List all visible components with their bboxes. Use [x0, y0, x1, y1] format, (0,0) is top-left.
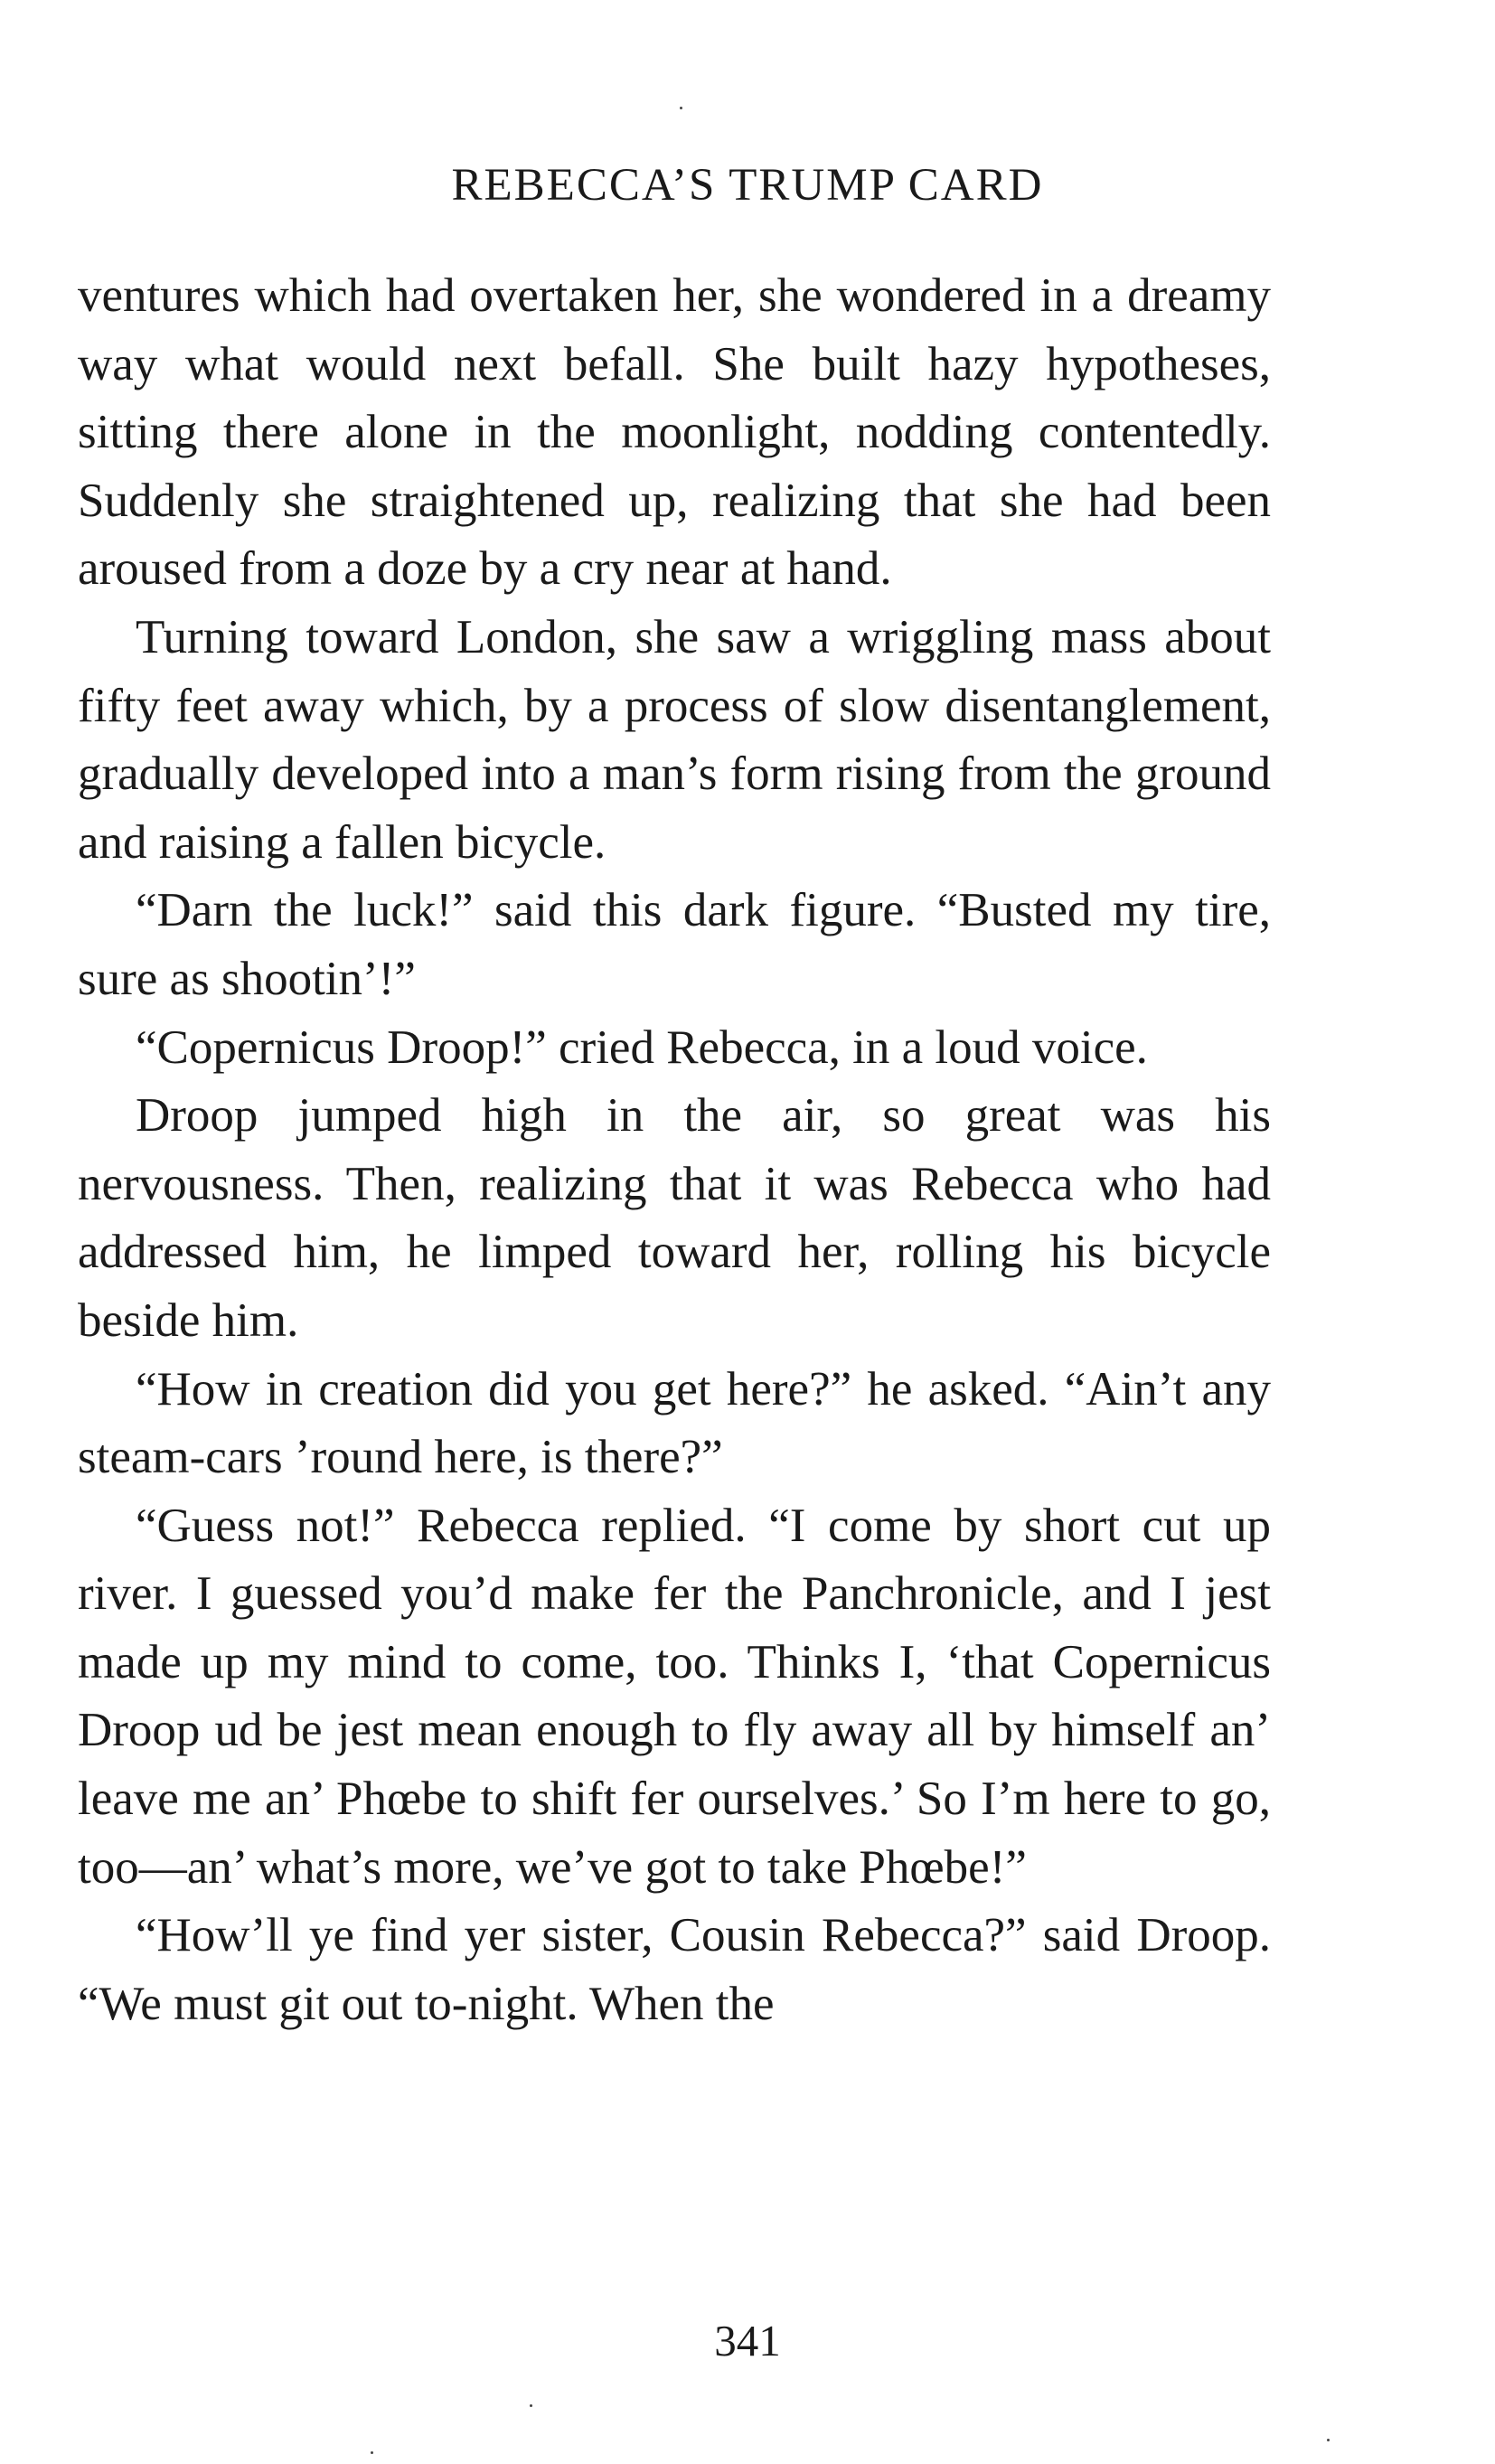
paragraph: “How’ll ye find yer sister, Cousin Rebecca?” said Droop. “We must git out to-night. When the [78, 1909, 1271, 2030]
print-speck [680, 107, 682, 109]
page-number: 341 [714, 2316, 781, 2365]
print-speck [1327, 2439, 1330, 2441]
paragraph: Droop jumped high in the air, so great was his nervousness. Then, realizing that it was Rebecca who had addressed him, he limped toward her, rolling his bicycle beside him. [78, 1089, 1271, 1347]
paragraph: “Darn the luck!” said this dark figure. “Busted my tire, sure as shootin’!” [78, 884, 1271, 1005]
print-speck [530, 2404, 532, 2407]
paragraph: “Copernicus Droop!” cried Rebecca, in a loud voice. [136, 1020, 1148, 1074]
paragraph: “Guess not!” Rebecca replied. “I come by short cut up river. I guessed you’d make fer the Panchronicle, and I jest made up my mind to come, too. Thinks I, ‘that Copernicus Droop ud be jest mean enough to fly away all by himself an’ leave me an’ Phœbe to shift fer ourselves.’ So I’m here to go, too—an’ what’s more, we’ve got to take Phœbe!” [78, 1499, 1271, 1894]
print-speck [371, 2451, 373, 2454]
body-text [78, 262, 1271, 2038]
paragraph: Turning toward London, she saw a wriggling mass about fifty feet away which, by a process of slow disentanglement, gradually developed into a man’s form rising from the ground and raising a fallen bicycle. [78, 610, 1271, 869]
paragraph: “How in creation did you get here?” he asked. “Ain’t any steam-cars ’round here, is there?” [78, 1362, 1271, 1484]
running-head: REBECCA’S TRUMP CARD [451, 160, 1044, 211]
paragraph: ventures which had overtaken her, she wondered in a dreamy way what would next befall. She built hazy hypotheses, sitting there alone in the moonlight, nodding contentedly. Suddenly she straightened up, realizing that she had been aroused from a doze by a cry near at hand. [78, 269, 1271, 596]
